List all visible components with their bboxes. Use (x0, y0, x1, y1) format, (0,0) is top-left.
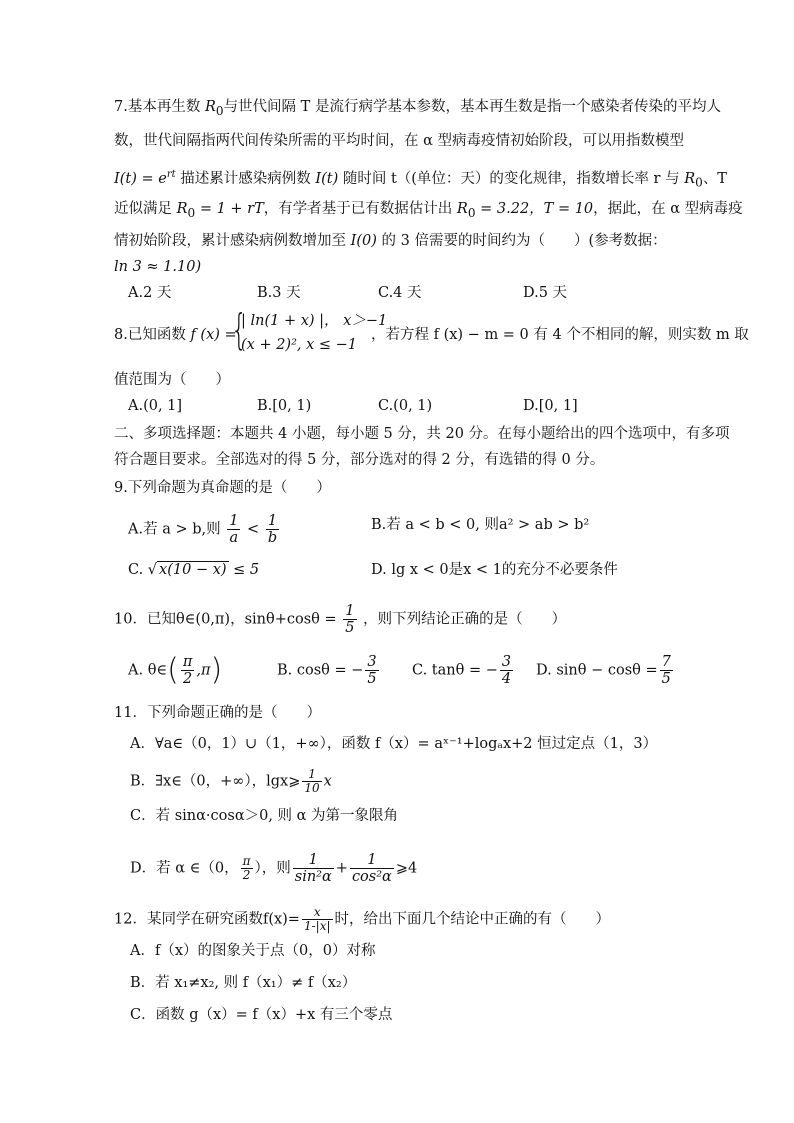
q12-text: 12．某同学在研究函数f(x)= (114, 911, 300, 928)
q8-option-b: B.[0, 1) (257, 398, 312, 414)
fraction-denominator: 5 (345, 620, 355, 636)
q7-math: R (684, 170, 696, 187)
q9-radicand: x(10 − x) (159, 562, 227, 578)
q8-line2 (114, 370, 230, 390)
q12-option-a: A．f（x）的图象关于点（0，0）对称 (130, 943, 376, 959)
q10-fraction (343, 603, 356, 636)
q8-option-d: D.[0, 1] (523, 398, 578, 414)
fraction-numerator: 3 (501, 654, 512, 670)
q11-math: x (323, 773, 332, 790)
q8-function-label: f (x) = (190, 327, 237, 343)
fraction-numerator: π (182, 654, 193, 670)
q7-text: 近似满足 (114, 201, 177, 217)
q7-option-c: C.4 天 (378, 285, 422, 301)
q10-option-d (536, 654, 675, 687)
q12-option-c: C．函数 g（x）= f（x）+x 有三个零点 (130, 1007, 393, 1023)
q11-math: + (335, 860, 348, 877)
q7-text: ，有学者基于已有数据估计出 (263, 201, 457, 217)
q10-fraction (365, 654, 378, 687)
fraction-numerator: 3 (367, 654, 377, 670)
fraction-numerator: 1 (345, 603, 355, 619)
fraction-denominator: 5 (367, 671, 377, 687)
q8-suffix (371, 325, 749, 345)
fraction-numerator: x (302, 906, 333, 920)
q8-line1 (114, 325, 237, 345)
q7-option-b: B.3 天 (257, 285, 301, 301)
q7-subscript: 0 (187, 205, 196, 220)
q8-text: 值范围为（ ） (114, 372, 230, 388)
q10-text: D. sinθ − cosθ = (536, 662, 658, 679)
fraction-numerator: 1 (266, 513, 279, 530)
q9-fraction (227, 513, 240, 546)
q11-fraction (302, 768, 321, 795)
q7-math: I(0) (350, 233, 377, 249)
q10-text: A. θ∈ (128, 662, 168, 679)
left-brace-icon: { (231, 305, 248, 354)
q11-option-a: A．∀a∈（0，1）∪（1，+∞），函数 f（x）= aˣ⁻¹+logₐx+2 恒过定点（1，3） (130, 736, 658, 752)
q7-line4 (114, 199, 743, 223)
q12-stem (114, 906, 610, 933)
fraction-denominator: b (267, 530, 278, 546)
q12-fraction (302, 906, 333, 933)
q9-math: ≤ 5 (228, 562, 260, 578)
fraction-denominator: 2 (242, 868, 251, 882)
q7-superscript: rt (166, 169, 176, 180)
q7-text: ，据此，在 α 型病毒疫 (593, 201, 743, 217)
q7-subscript: 0 (695, 175, 703, 190)
q10-option-a (128, 654, 222, 687)
q11-text: B．∃x∈（0，+∞），lgx⩾ (130, 773, 301, 790)
q9-math: < (247, 521, 260, 538)
fraction-denominator: cos²α (351, 869, 392, 885)
q7-line1 (114, 97, 721, 121)
q9-fraction (266, 513, 279, 546)
q7-text: 7.基本再生数 (114, 99, 205, 115)
fraction-numerator: π (242, 854, 251, 868)
q7-line2 (114, 131, 684, 151)
left-paren-icon: ( (167, 652, 179, 688)
fraction-numerator: 1 (302, 768, 321, 782)
fraction-denominator: 5 (661, 671, 671, 687)
q9-option-a (128, 513, 281, 546)
q8-piecewise (231, 305, 388, 356)
q7-text: 的 3 倍需要的时间约为（ ）(参考数据： (376, 233, 667, 249)
section2-heading-line1: 二、多项选择题：本题共 4 小题，每小题 5 分，共 20 分。在每小题给出的四个选项中，有多项 (114, 426, 730, 442)
q11-math: ⩾4 (395, 860, 418, 877)
q7-text: 与世代间隔 T 是流行病学基本参数，基本再生数是指一个感染者传染的平均人 (223, 99, 721, 115)
sqrt-icon: √ x(10 − x) (147, 562, 227, 578)
fraction-numerator: 7 (661, 654, 671, 670)
q10-text: 10．已知θ∈(0,π)，sinθ+cosθ = (114, 611, 337, 628)
q7-line3 (114, 165, 727, 193)
fraction-denominator: a (229, 530, 239, 546)
q9-text: C. (128, 562, 148, 578)
q12-text: 时，给出下面几个结论中正确的有（ ） (334, 911, 611, 928)
q7-text: 数，世代间隔指两代间传染所需的平均时间，在 α 型病毒疫情初始阶段，可以用指数模型 (114, 133, 685, 149)
q7-text: 情初始阶段，累计感染病例数增加至 (114, 233, 351, 249)
q10-math: ,π (196, 662, 211, 679)
q11-text: ），则 (254, 860, 291, 877)
q7-math: ln 3 ≈ 1.10) (114, 259, 202, 275)
q10-option-b (277, 654, 381, 687)
q9-option-c (128, 560, 259, 580)
q12-option-b: B．若 x₁≠x₂, 则 f（x₁）≠ f（x₂） (130, 975, 357, 991)
q7-option-a: A.2 天 (128, 285, 172, 301)
q11-option-b (130, 768, 332, 795)
q7-math: = 3.22，T = 10 (475, 201, 594, 217)
q7-math: I(t) (315, 170, 339, 187)
q8-case-1: | ln(1 + x) |， x＞−1 (241, 313, 388, 329)
q7-option-d: D.5 天 (523, 285, 568, 301)
fraction-denominator: 1-|x| (303, 919, 331, 933)
q11-stem: 11．下列命题正确的是（ ） (114, 705, 321, 721)
q7-text: 、T (702, 170, 727, 187)
q9-option-d: D. lg x < 0是x < 1的充分不必要条件 (371, 562, 618, 578)
fraction-denominator: 10 (304, 781, 320, 795)
fraction-numerator: 1 (229, 513, 239, 529)
q7-text: 描述累计感染病例数 (175, 170, 316, 187)
q7-math: = 1 + rT (195, 201, 264, 217)
q11-option-d (130, 852, 417, 885)
q8-text: 8.已知函数 (114, 327, 191, 343)
fraction-numerator: 1 (350, 852, 394, 869)
q10-text: B. cosθ = − (277, 662, 364, 679)
q8-option-c: C.(0, 1) (378, 398, 433, 414)
q10-stem (114, 603, 566, 636)
q10-text: C. tanθ = − (412, 662, 498, 679)
q10-text: ，则下列结论正确的是（ ） (363, 611, 567, 628)
q9-option-b: B.若 a < b < 0, 则a² > ab > b² (371, 517, 590, 533)
q7-line5 (114, 231, 667, 251)
fraction-denominator: sin²α (294, 869, 332, 885)
q10-fraction (500, 654, 513, 687)
q11-option-c: C．若 sinα·cosα＞0, 则 α 为第一象限角 (130, 808, 399, 824)
q10-fraction (660, 654, 673, 687)
q10-option-c (412, 654, 515, 687)
q7-math: R (456, 201, 468, 217)
q7-math: R (204, 99, 216, 115)
q11-fraction (350, 852, 394, 885)
q10-fraction (181, 654, 195, 687)
q7-text: 随时间 t（(单位：天）的变化规律，指数增长率 r 与 (338, 170, 685, 187)
fraction-denominator: 2 (183, 671, 193, 687)
right-paren-icon: ) (210, 652, 223, 688)
q9-stem: 9.下列命题为真命题的是（ ） (114, 480, 331, 496)
q7-math: I(t) = e (114, 170, 167, 187)
fraction-numerator: 1 (293, 852, 334, 869)
q11-fraction (293, 852, 334, 885)
q7-line6 (114, 257, 201, 277)
q7-subscript: 0 (215, 103, 224, 118)
q7-subscript: 0 (467, 205, 476, 220)
q9-text: A.若 a > b,则 (128, 521, 221, 538)
q11-text: D．若 α ∈（0， (130, 860, 239, 877)
q8-text: ，若方程 f (x) − m = 0 有 4 个不相同的解，则实数 m 取 (371, 327, 749, 343)
q8-case-2: (x + 2)², x ≤ −1 (241, 337, 358, 353)
section2-heading-line2: 符合题目要求。全部选对的得 5 分，部分选对的得 2 分，有选错的得 0 分。 (114, 452, 605, 468)
q7-math: R (176, 201, 188, 217)
q8-option-a: A.(0, 1] (128, 398, 183, 414)
q11-fraction (241, 855, 253, 882)
fraction-denominator: 4 (501, 671, 512, 687)
